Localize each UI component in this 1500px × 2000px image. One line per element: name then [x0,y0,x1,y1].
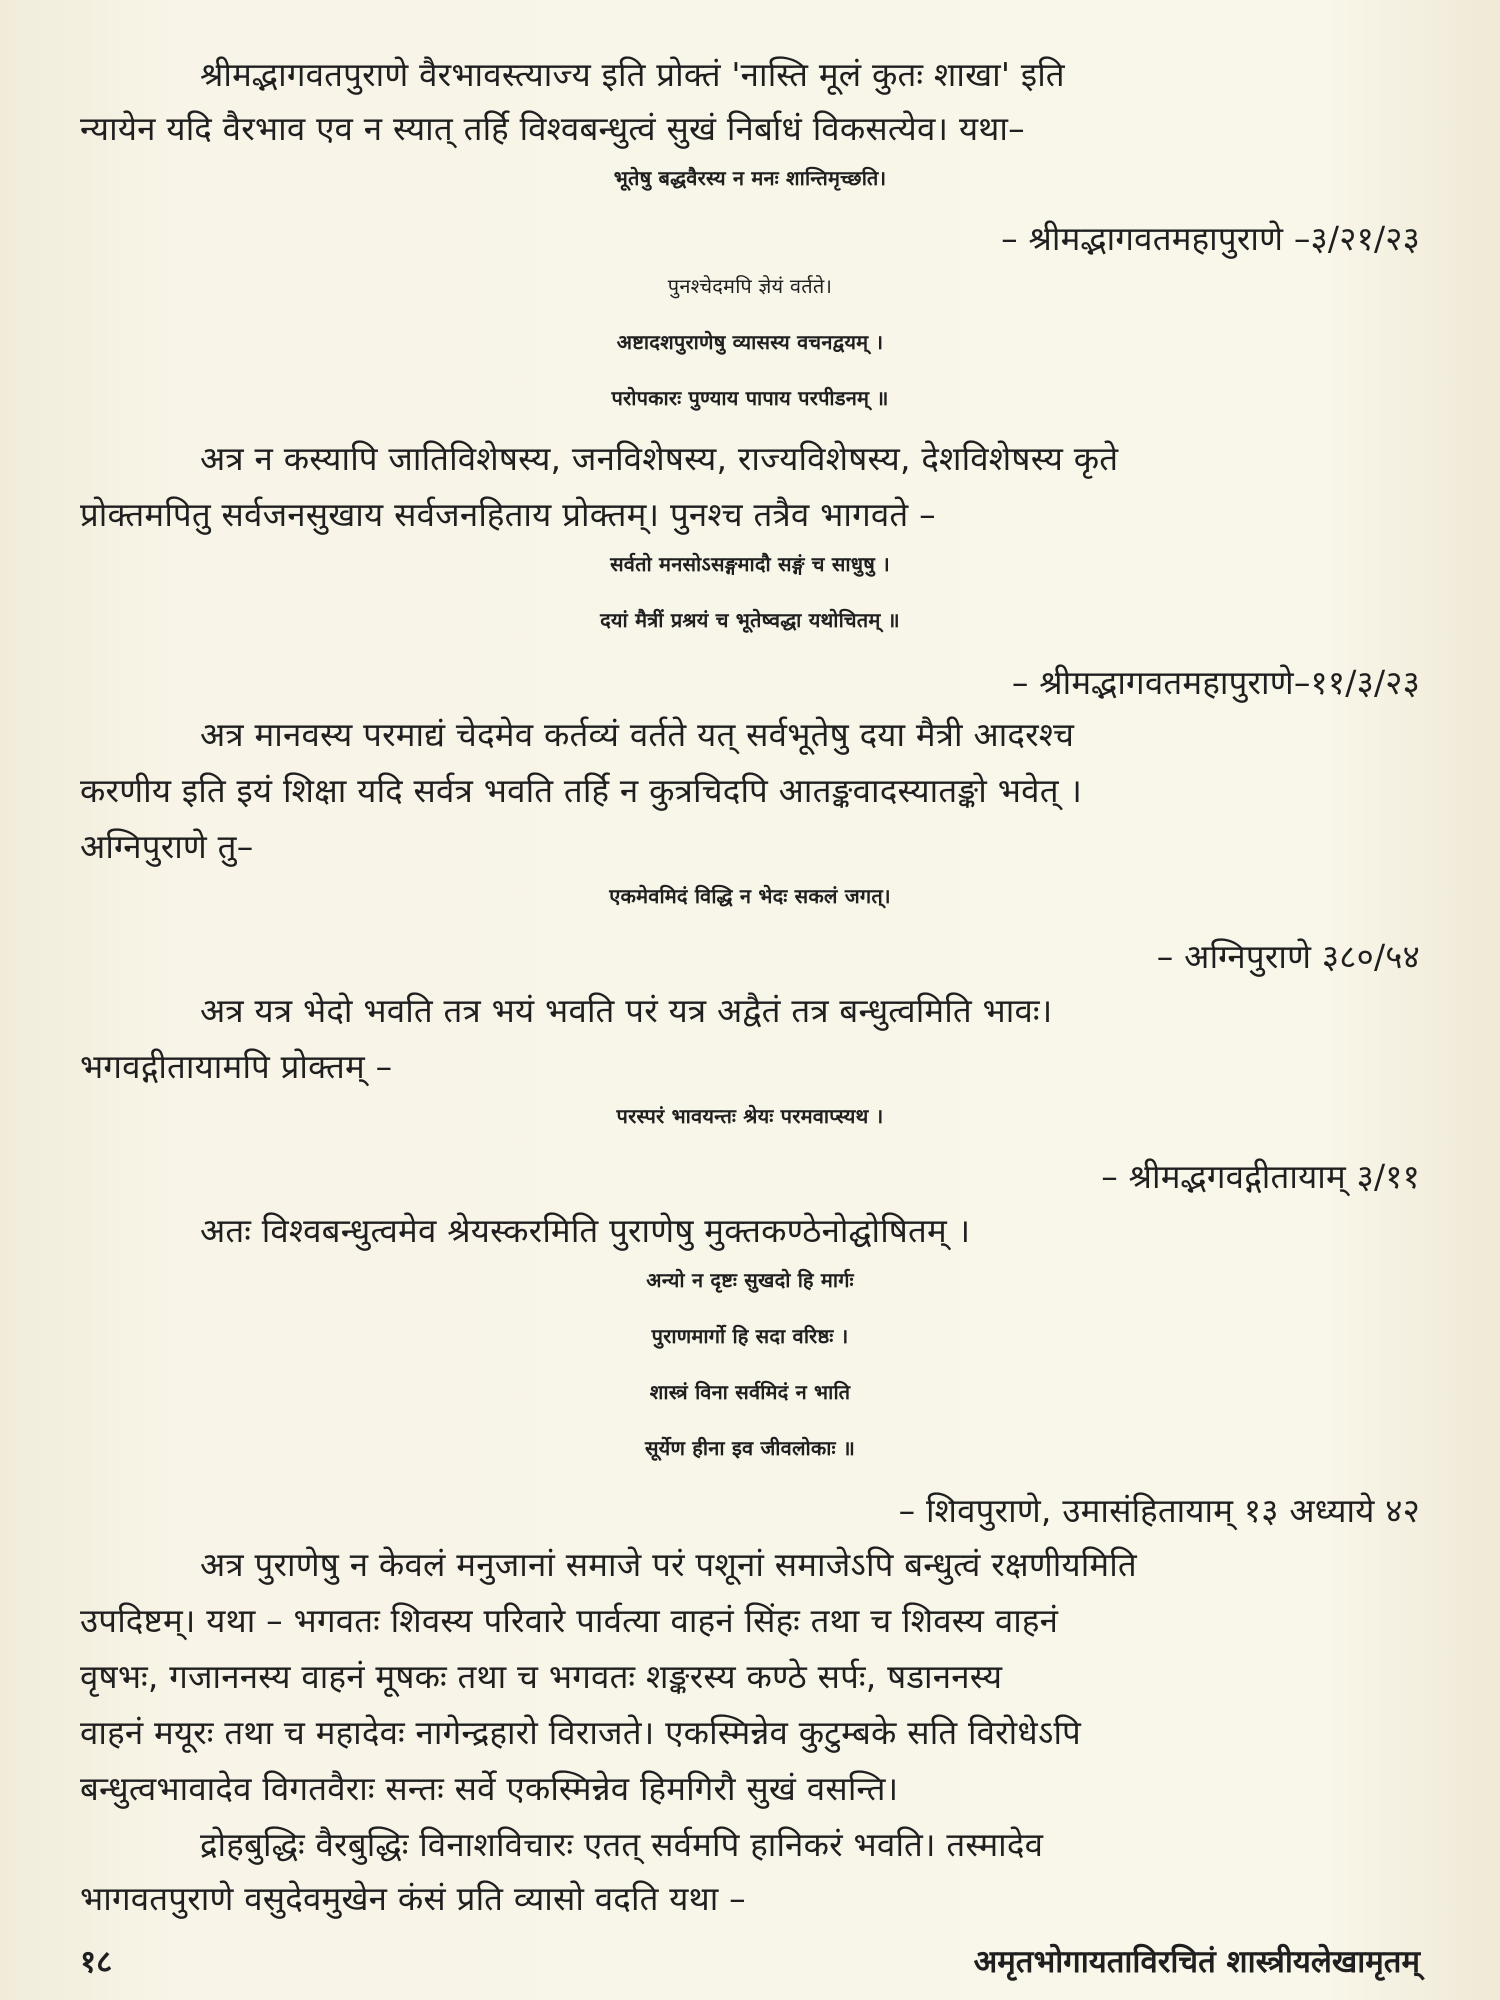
paragraph-line: पुनश्चेदमपि ज्ञेयं वर्तते। [667,274,833,298]
paragraph-line: करणीय इति इयं शिक्षा यदि सर्वत्र भवति तर्हि न कुत्रचिदपि आतङ्कवादस्यातङ्को भवेत् । [80,771,1083,810]
verse-line: सूर्येण हीना इव जीवलोकाः ॥ [644,1436,856,1460]
verse-line: शास्त्रं विना सर्वमिदं न भाति [649,1380,851,1404]
paragraph-line: अतः विश्वबन्धुत्वमेव श्रेयस्करमिति पुराणेषु मुक्तकण्ठेनोद्घोषितम् । [200,1211,971,1250]
paragraph-line: वाहनं मयूरः तथा च महादेवः नागेन्द्रहारो विराजते। एकस्मिन्नेव कुटुम्बके सति विरोधेऽपि [80,1713,1081,1752]
paragraph-line: बन्धुत्वभावादेव विगतवैराः सन्तः सर्वे एकस्मिन्नेव हिमगिरौ सुखं वसन्ति। [80,1769,899,1808]
paragraph-line: उपदिष्टम्। यथा – भगवतः शिवस्य परिवारे पार्वत्या वाहनं सिंहः तथा च शिवस्य वाहनं [80,1601,1059,1640]
verse-line: परस्परं भावयन्तः श्रेयः परमवाप्स्यथ । [616,1104,884,1128]
verse-line: एकमेवमिदं विद्धि न भेदः सकलं जगत्। [609,884,891,908]
page-number: १८ [80,1944,113,1980]
running-title: अमृतभोगायताविरचितं शास्त्रीयलेखामृतम् [973,1944,1420,1980]
verse-line: अन्यो न दृष्टः सुखदो हि मार्गः [646,1268,854,1292]
verse-citation: – श्रीमद्भागवतमहापुराणे–११/३/२३ [1011,663,1420,702]
paragraph-line: श्रीमद्भागवतपुराणे वैरभावस्त्याज्य इति प्रोक्तं 'नास्ति मूलं कुतः शाखा' इति [200,55,1065,94]
paragraph-line: अग्निपुराणे तु– [80,827,254,866]
paragraph-line: अत्र न कस्यापि जातिविशेषस्य, जनविशेषस्य, राज्यविशेषस्य, देशविशेषस्य कृते [200,439,1119,478]
paragraph-line: द्रोहबुद्धिः वैरबुद्धिः विनाशविचारः एतत् सर्वमपि हानिकरं भवति। तस्मादेव [200,1825,1044,1864]
verse-line: भूतेषु बद्धवैरस्य न मनः शान्तिमृच्छति। [613,166,887,190]
paragraph-line: अत्र यत्र भेदो भवति तत्र भयं भवति परं यत्र अद्वैतं तत्र बन्धुत्वमिति भावः। [200,991,1053,1030]
verse-line: सर्वतो मनसोऽसङ्गमादौ सङ्गं च साधुषु । [610,552,890,576]
verse-line: दयां मैत्रीं प्रश्रयं च भूतेष्वद्धा यथोचितम् ॥ [600,608,900,632]
verse-citation: – अग्निपुराणे ३८०/५४ [1156,937,1420,976]
verse-citation: – श्रीमद्भगवद्गीतायाम् ३/११ [1101,1157,1420,1196]
paragraph-line: अत्र पुराणेषु न केवलं मनुजानां समाजे परं पशूनां समाजेऽपि बन्धुत्वं रक्षणीयमिति [200,1545,1137,1584]
verse-line: पुराणमार्गो हि सदा वरिष्ठः । [651,1324,849,1348]
paragraph-line: वृषभः, गजाननस्य वाहनं मूषकः तथा च भगवतः शङ्करस्य कण्ठे सर्पः, षडाननस्य [80,1657,1003,1696]
paragraph-line: भगवद्गीतायामपि प्रोक्तम् – [80,1047,393,1086]
paragraph-line: अत्र मानवस्य परमाद्यं चेदमेव कर्तव्यं वर्तते यत् सर्वभूतेषु दया मैत्री आदरश्च [200,715,1075,754]
verse-citation: – श्रीमद्भागवतमहापुराणे –३/२१/२३ [1001,219,1420,258]
verse-citation: – शिवपुराणे, उमासंहितायाम् १३ अध्याये ४२ [898,1491,1420,1530]
verse-line: परोपकारः पुण्याय पापाय परपीडनम् ॥ [611,386,889,410]
paragraph-line: प्रोक्तमपितु सर्वजनसुखाय सर्वजनहिताय प्रोक्तम्। पुनश्च तत्रैव भागवते – [80,495,936,534]
paragraph-line: न्यायेन यदि वैरभाव एव न स्यात् तर्हि विश्वबन्धुत्वं सुखं निर्बाधं विकसत्येव। यथा– [80,109,1025,148]
paragraph-line: भागवतपुराणे वसुदेवमुखेन कंसं प्रति व्यासो वदति यथा – [80,1879,746,1918]
verse-line: अष्टादशपुराणेषु व्यासस्य वचनद्वयम् । [616,330,884,354]
